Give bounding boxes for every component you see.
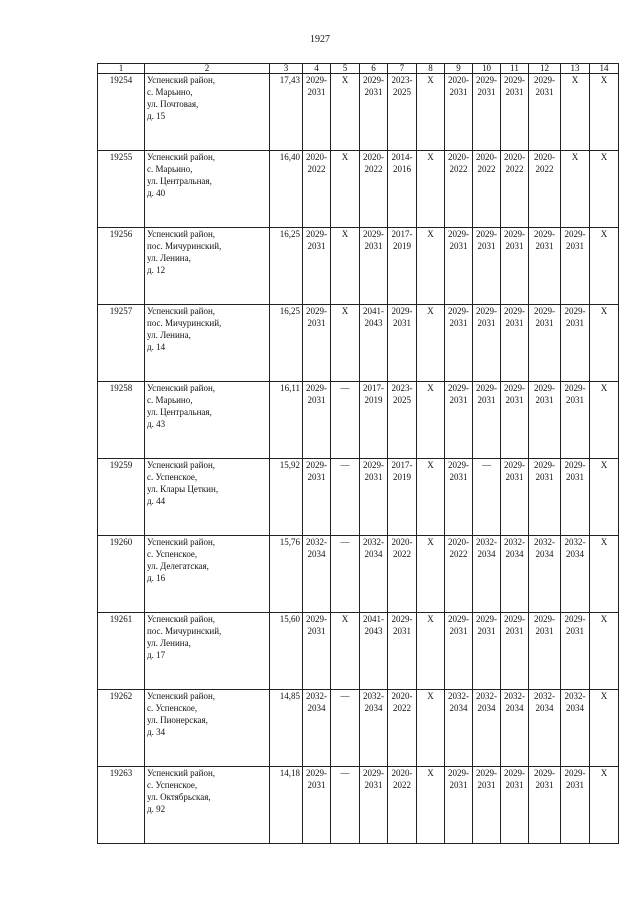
address-cell: Успенский район, с. Марьино, ул. Центральная, д. 40	[145, 151, 270, 228]
mark-cell: X	[331, 151, 360, 228]
table-row	[98, 690, 619, 767]
period-cell: 2023- 2025	[388, 74, 417, 151]
record-id: 19260	[98, 536, 145, 613]
period-cell: 2032- 2034	[501, 536, 529, 613]
area-cell: 16,25	[270, 228, 303, 305]
period-cell: 2041- 2043	[360, 613, 388, 690]
period-cell: 2029- 2031	[303, 382, 331, 459]
column-header: 14	[590, 64, 619, 74]
area-cell: 15,92	[270, 459, 303, 536]
period-cell: 2029- 2031	[501, 74, 529, 151]
period-cell: 2029- 2031	[445, 382, 473, 459]
period-cell: 2020- 2022	[388, 690, 417, 767]
period-cell: 2032- 2034	[473, 690, 501, 767]
address-cell: Успенский район, с. Успенское, ул. Клары Цеткин, д. 44	[145, 459, 270, 536]
mark-cell: X	[590, 613, 619, 690]
period-cell: 2017- 2019	[360, 382, 388, 459]
mark-cell: X	[590, 690, 619, 767]
period-cell: 2029- 2031	[501, 767, 529, 844]
mark-cell: —	[331, 536, 360, 613]
period-cell: 2032- 2034	[303, 536, 331, 613]
period-cell: 2029- 2031	[501, 228, 529, 305]
period-cell: 2029- 2031	[303, 305, 331, 382]
column-header: 5	[331, 64, 360, 74]
period-cell: 2014- 2016	[388, 151, 417, 228]
period-cell: 2029- 2031	[501, 459, 529, 536]
period-cell: 2032- 2034	[501, 690, 529, 767]
period-cell: 2029- 2031	[360, 74, 388, 151]
period-cell: 2029- 2031	[360, 767, 388, 844]
period-cell: 2029- 2031	[303, 459, 331, 536]
mark-cell: X	[590, 536, 619, 613]
mark-cell: X	[417, 305, 445, 382]
period-cell: 2020- 2022	[501, 151, 529, 228]
record-id: 19257	[98, 305, 145, 382]
column-header: 8	[417, 64, 445, 74]
mark-cell: X	[417, 613, 445, 690]
table-row	[98, 151, 619, 228]
period-cell: 2029- 2031	[473, 767, 501, 844]
table-row	[98, 459, 619, 536]
period-cell: 2029- 2031	[529, 305, 561, 382]
period-cell: 2017- 2019	[388, 459, 417, 536]
period-cell: 2029- 2031	[529, 228, 561, 305]
record-id: 19255	[98, 151, 145, 228]
header-row	[98, 64, 619, 74]
table-row	[98, 74, 619, 151]
column-header: 1	[98, 64, 145, 74]
period-cell: 2017- 2019	[388, 228, 417, 305]
period-cell: 2029- 2031	[529, 459, 561, 536]
period-cell: 2029- 2031	[445, 459, 473, 536]
record-id: 19258	[98, 382, 145, 459]
column-header: 2	[145, 64, 270, 74]
mark-cell: X	[590, 74, 619, 151]
mark-cell: X	[590, 767, 619, 844]
period-cell: 2032- 2034	[561, 536, 590, 613]
period-cell: 2029- 2031	[303, 74, 331, 151]
period-cell: 2029- 2031	[303, 613, 331, 690]
mark-cell: —	[331, 767, 360, 844]
record-id: 19262	[98, 690, 145, 767]
column-header: 9	[445, 64, 473, 74]
period-cell: 2020- 2022	[473, 151, 501, 228]
period-cell: 2029- 2031	[360, 228, 388, 305]
page-number: 1927	[310, 34, 330, 45]
period-cell: 2029- 2031	[473, 382, 501, 459]
period-cell: 2032- 2034	[473, 536, 501, 613]
table-header	[98, 64, 619, 74]
period-cell: 2020- 2022	[388, 767, 417, 844]
period-cell: 2023- 2025	[388, 382, 417, 459]
mark-cell: X	[417, 382, 445, 459]
period-cell: 2029- 2031	[561, 613, 590, 690]
period-cell: 2032- 2034	[561, 690, 590, 767]
mark-cell: X	[417, 767, 445, 844]
mark-cell: X	[590, 305, 619, 382]
mark-cell: X	[590, 228, 619, 305]
mark-cell: X	[417, 151, 445, 228]
period-cell: 2029- 2031	[529, 74, 561, 151]
mark-cell: X	[331, 74, 360, 151]
table-row	[98, 305, 619, 382]
mark-cell: X	[331, 613, 360, 690]
address-cell: Успенский район, с. Успенское, ул. Пионерская, д. 34	[145, 690, 270, 767]
period-cell: 2029- 2031	[445, 767, 473, 844]
mark-cell: X	[590, 151, 619, 228]
mark-cell: —	[331, 459, 360, 536]
period-cell: 2020- 2022	[529, 151, 561, 228]
period-cell: 2020- 2022	[388, 536, 417, 613]
mark-cell: —	[331, 690, 360, 767]
period-cell: 2029- 2031	[473, 305, 501, 382]
area-cell: 16,25	[270, 305, 303, 382]
period-cell: 2029- 2031	[445, 305, 473, 382]
record-id: 19256	[98, 228, 145, 305]
mark-cell: X	[331, 305, 360, 382]
table-row	[98, 767, 619, 844]
period-cell: 2029- 2031	[501, 613, 529, 690]
area-cell: 16,40	[270, 151, 303, 228]
period-cell: 2029- 2031	[445, 613, 473, 690]
period-cell: 2029- 2031	[561, 459, 590, 536]
address-cell: Успенский район, с. Успенское, ул. Делегатская, д. 16	[145, 536, 270, 613]
column-header: 11	[501, 64, 529, 74]
address-cell: Успенский район, с. Марьино, ул. Центральная, д. 43	[145, 382, 270, 459]
table-body	[98, 74, 619, 844]
table-row	[98, 228, 619, 305]
mark-cell: —	[331, 382, 360, 459]
period-cell: 2029- 2031	[529, 767, 561, 844]
column-header: 6	[360, 64, 388, 74]
register-table	[97, 63, 619, 844]
period-cell: 2029- 2031	[303, 767, 331, 844]
mark-cell: X	[590, 459, 619, 536]
period-cell: 2032- 2034	[529, 690, 561, 767]
period-cell: 2032- 2034	[360, 536, 388, 613]
mark-cell: X	[331, 228, 360, 305]
mark-cell: X	[417, 536, 445, 613]
mark-cell: X	[561, 151, 590, 228]
period-cell: 2029- 2031	[561, 382, 590, 459]
mark-cell: X	[417, 74, 445, 151]
period-cell: 2029- 2031	[360, 459, 388, 536]
record-id: 19261	[98, 613, 145, 690]
table-row	[98, 536, 619, 613]
address-cell: Успенский район, пос. Мичуринский, ул. Ленина, д. 14	[145, 305, 270, 382]
column-header: 4	[303, 64, 331, 74]
record-id: 19259	[98, 459, 145, 536]
record-id: 19254	[98, 74, 145, 151]
period-cell: 2032- 2034	[303, 690, 331, 767]
area-cell: 16,11	[270, 382, 303, 459]
period-cell: 2020- 2022	[303, 151, 331, 228]
period-cell: 2032- 2034	[529, 536, 561, 613]
period-cell: 2029- 2031	[561, 305, 590, 382]
period-cell: 2029- 2031	[473, 228, 501, 305]
mark-cell: X	[417, 690, 445, 767]
period-cell: 2020- 2031	[445, 74, 473, 151]
period-cell: 2029- 2031	[388, 613, 417, 690]
address-cell: Успенский район, пос. Мичуринский, ул. Ленина, д. 17	[145, 613, 270, 690]
mark-cell: X	[417, 459, 445, 536]
column-header: 12	[529, 64, 561, 74]
period-cell: 2020- 2022	[360, 151, 388, 228]
period-cell: 2029- 2031	[303, 228, 331, 305]
table-row	[98, 382, 619, 459]
column-header: 10	[473, 64, 501, 74]
period-cell: 2032- 2034	[445, 690, 473, 767]
address-cell: Успенский район, пос. Мичуринский, ул. Ленина, д. 12	[145, 228, 270, 305]
area-cell: 15,76	[270, 536, 303, 613]
area-cell: 15,60	[270, 613, 303, 690]
column-header: 7	[388, 64, 417, 74]
period-cell: 2041- 2043	[360, 305, 388, 382]
period-cell: 2020- 2022	[445, 151, 473, 228]
mark-cell: X	[561, 74, 590, 151]
period-cell: 2029- 2031	[473, 74, 501, 151]
column-header: 13	[561, 64, 590, 74]
address-cell: Успенский район, с. Марьино, ул. Почтовая, д. 15	[145, 74, 270, 151]
period-cell: 2032- 2034	[360, 690, 388, 767]
column-header: 3	[270, 64, 303, 74]
table-row	[98, 613, 619, 690]
period-cell: 2029- 2031	[501, 382, 529, 459]
mark-cell: X	[590, 382, 619, 459]
record-id: 19263	[98, 767, 145, 844]
period-cell: 2029- 2031	[388, 305, 417, 382]
period-cell: 2029- 2031	[561, 767, 590, 844]
period-cell: 2029- 2031	[445, 228, 473, 305]
period-cell: 2029- 2031	[473, 613, 501, 690]
area-cell: 14,85	[270, 690, 303, 767]
period-cell: 2029- 2031	[529, 382, 561, 459]
period-cell: 2029- 2031	[561, 228, 590, 305]
mark-cell: X	[417, 228, 445, 305]
address-cell: Успенский район, с. Успенское, ул. Октябрьская, д. 92	[145, 767, 270, 844]
area-cell: 17,43	[270, 74, 303, 151]
period-cell: 2020- 2022	[445, 536, 473, 613]
period-cell: 2029- 2031	[529, 613, 561, 690]
period-cell: 2029- 2031	[501, 305, 529, 382]
area-cell: 14,18	[270, 767, 303, 844]
mark-cell: —	[473, 459, 501, 536]
